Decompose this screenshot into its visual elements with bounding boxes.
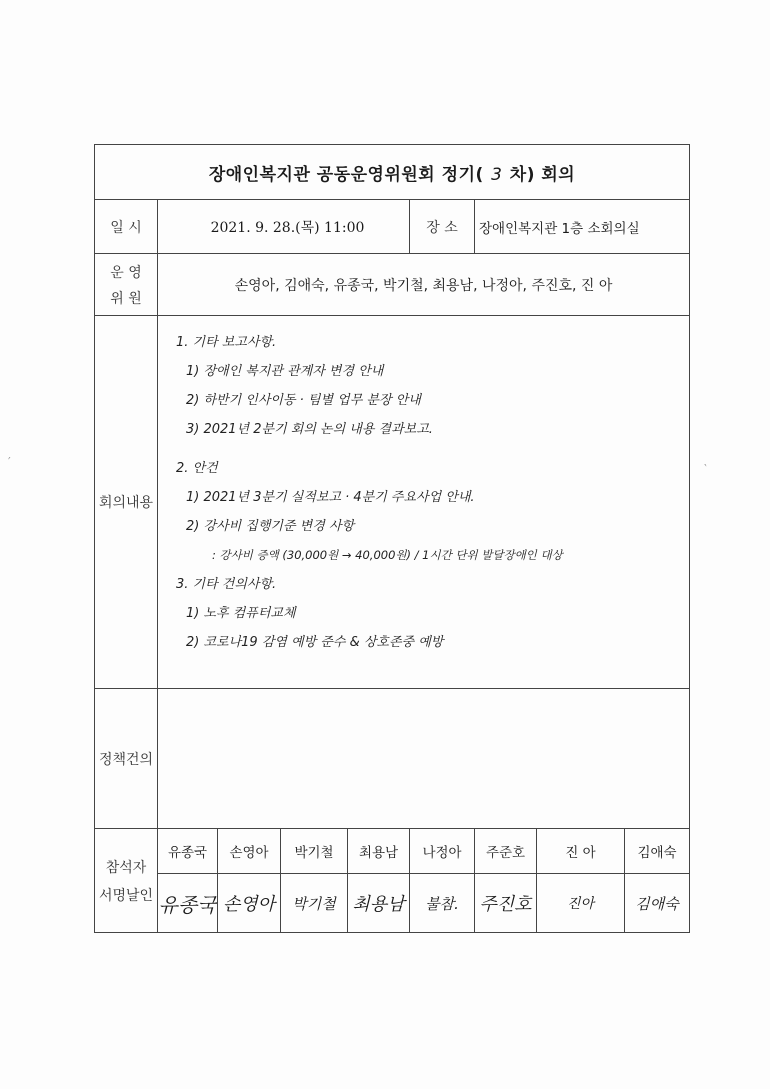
title-handwritten-number: 3 — [491, 164, 503, 185]
attendee-name: 진 아 — [537, 829, 625, 874]
signature: 주진호 — [475, 874, 537, 933]
signature: 최용남 — [348, 874, 410, 933]
title-prefix: 장애인복지관 공동운영위원회 정기( — [208, 164, 484, 185]
attendance-label-line2: 서명날인 — [98, 887, 154, 904]
attendee-name: 최용남 — [348, 829, 410, 874]
committee-label-line1: 운 영 — [110, 264, 142, 281]
attendance-label — [95, 829, 158, 933]
minutes-table — [94, 144, 690, 933]
policy-content — [158, 689, 690, 829]
attendee-name: 나정아 — [410, 829, 475, 874]
date-value: 2021. 9. 28.(목) 11:00 — [158, 200, 410, 254]
attendee-name: 주준호 — [475, 829, 537, 874]
content-line: : 강사비 증액 (30,000원 → 40,000원) / 1시간 단위 발달장애인 대상 — [212, 548, 563, 562]
content-line: 2) 하반기 인사이동 · 팀별 업무 분장 안내 — [186, 393, 421, 408]
committee-members: 손영아, 김애숙, 유종국, 박기철, 최용남, 나정아, 주진호, 진 아 — [158, 254, 690, 316]
margin-mark-right: ‵ — [704, 462, 707, 476]
signature: 김애숙 — [625, 874, 690, 933]
content-line — [172, 444, 683, 454]
attendee-name: 김애숙 — [625, 829, 690, 874]
content-line: 1. 기타 보고사항. — [176, 335, 277, 350]
place-value: 장애인복지관 1층 소회의실 — [475, 200, 690, 254]
content-label: 회의내용 — [95, 316, 158, 689]
content-line: 2. 안건 — [176, 461, 218, 476]
signature: 유종국 — [158, 874, 218, 933]
content-line: 2) 강사비 집행기준 변경 사항 — [186, 519, 355, 534]
content-line: 2) 코로나19 감염 예방 준수 & 상호존중 예방 — [186, 635, 444, 650]
committee-label-line2: 위 원 — [110, 290, 142, 307]
attendance-label-line1: 참석자 — [105, 859, 147, 876]
signature: 손영아 — [218, 874, 281, 933]
place-label: 장 소 — [410, 200, 475, 254]
margin-mark-left: ′ — [8, 455, 11, 469]
content-line: 3) 2021년 2분기 회의 논의 내용 결과보고. — [186, 422, 433, 437]
content-line: 1) 2021년 3분기 실적보고 · 4분기 주요사업 안내. — [186, 490, 475, 505]
attendee-name: 유종국 — [158, 829, 218, 874]
attendee-name: 손영아 — [218, 829, 281, 874]
committee-label — [95, 254, 158, 316]
meeting-minutes-form — [94, 144, 689, 953]
content-handwritten-notes — [158, 316, 690, 689]
attendee-name: 박기철 — [281, 829, 348, 874]
signature: 진아 — [537, 874, 625, 933]
date-label: 일 시 — [95, 200, 158, 254]
content-line: 3. 기타 건의사항. — [176, 577, 277, 592]
content-line: 1) 노후 컴퓨터교체 — [186, 606, 296, 621]
content-line: 1) 장애인 복지관 관계자 변경 안내 — [186, 364, 384, 379]
form-title — [95, 145, 690, 200]
signature: 불참. — [410, 874, 475, 933]
title-suffix: 차) 회의 — [509, 164, 576, 185]
signature: 박기철 — [281, 874, 348, 933]
policy-label: 정책건의 — [95, 689, 158, 829]
